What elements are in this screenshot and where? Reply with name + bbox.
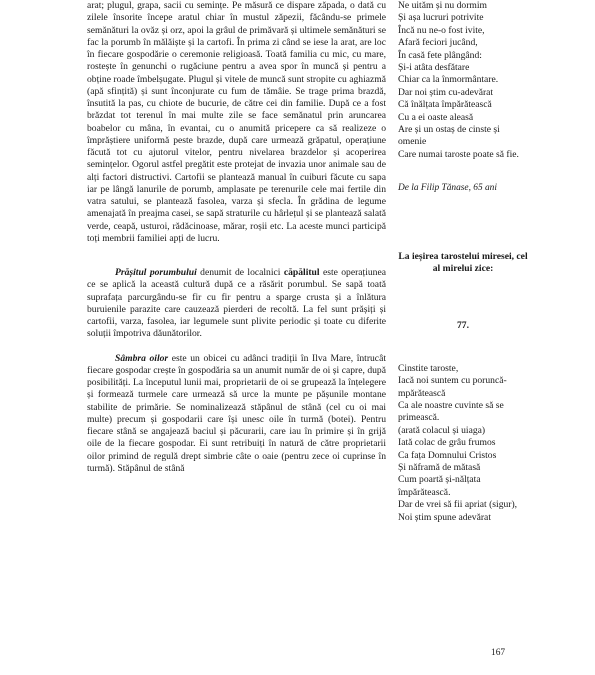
- verse-line: Ne uităm și nu dormim: [398, 0, 487, 11]
- verse-line: Chiar ca la înmormântare.: [398, 74, 499, 86]
- term-capalitul: căpălitul: [283, 267, 320, 278]
- paragraph-sheep: [87, 353, 386, 476]
- term-sambra-oilor: Sâmbra oilor: [115, 352, 169, 364]
- verse-line: Dar noi știm cu-adevărat: [398, 86, 494, 98]
- verse-line: Cum poartă și-nălțata împărătească.: [398, 474, 481, 498]
- verse-line: Are și un ostaș de cinste și omenie: [398, 124, 500, 148]
- song-title: La ieșirea tarostelui miresei, cel al mirelui zice:: [398, 251, 528, 275]
- verse-line: Care numai taroste poate să fie.: [398, 148, 519, 160]
- verse-line: Că înălțata împărătească: [398, 99, 492, 111]
- verse-line: Iată colac de grâu frumos: [398, 437, 496, 449]
- verse-line: Iacă noi suntem cu poruncă-mpărătească: [398, 375, 507, 399]
- verse-line: Ca ale noastre cuvinte să se primească.: [398, 399, 504, 424]
- verse-line: Cu a ei oaste aleasă: [398, 111, 474, 123]
- verse-block-1: [398, 0, 528, 161]
- page-number: 167: [491, 648, 506, 658]
- verse-line: Și-i atâta desfătare: [398, 62, 470, 74]
- verse-line: Ca fața Domnului Cristos: [398, 449, 497, 461]
- verse-line: Și năframă de mătasă: [398, 461, 481, 473]
- paragraph-hoeing-body: este operațiunea ce se aplică la această cultură după ce a răsărit porumbul. Se sapă toată suprafața parcurgându-se fir cu fir pentru a sparge crusta și a înlătura buruienile parazite care cauzează pierderi de recoltă. La fel sunt prășiți și cartofii, varza, fasolea, iar legumele sunt plivite periodic și toate cu diferite soluții împotriva dăunătorilor.: [87, 267, 386, 340]
- verse-line: Și așa lucruri potrivite: [398, 12, 484, 24]
- paragraph-hoeing: [87, 267, 386, 341]
- verse-line: Încă nu ne-o fost ivite,: [398, 24, 485, 36]
- verse-line: Cinstite taroste,: [398, 362, 459, 374]
- paragraph-hoeing-mid: denumit de localnici: [196, 267, 284, 278]
- paragraph-sheep-body: este un obicei cu adânci tradiții în Ilva Mare, întrucât fiecare gospodar crește în gospodăria sa un anumit număr de oi și capre, după posibilități. La începutul lunii mai, proprietarii de oi se grupează la înțelegere și formează turmele care urmează să urce la munte pe pășunile montane stabilite de primărie. Se nominalizează stăpânul de stână (cel cu oi mai multe) precum și gospodarii care își unesc oile în turmă (botei). Pentru fiecare stână se angajează baciul și păcurarii, care iau în primire și în grijă oile de la fiecare gospodar. Ei sunt retribuiți în natură de către proprietarii oilor primind de regulă drept simbrie câte o oaie (pentru zece oi cuprinse în turmă). Stăpânul de stână: [87, 352, 386, 474]
- verse-line: În casă fete plângând:: [398, 49, 482, 61]
- main-text-column: [87, 0, 386, 475]
- verse-line: Dar de vrei să fii apriat (sigur),: [398, 499, 518, 511]
- verse-column: [398, 0, 528, 524]
- term-prasitul: Prășitul porumbului: [115, 267, 197, 278]
- verse-block-2: [398, 363, 528, 524]
- paragraph-plowing: arat; plugul, grapa, sacii cu semințe. Pe măsură ce dispare zăpada, o dată cu zilele însorite începe aratul chiar în mustul zăpezii, făcându-se primele semănături la ovăz și orz, apoi la grâul de primăvară și ultimele semănături se fac la porumb în mălăiște și la cartofi. În prima zi când se iese la arat, are loc în fiecare gospodărie o ceremonie religioasă. Toată familia cu mic, cu mare, rostește în genunchi o rugăciune pentru a avea spor în muncă și pentru a obține roade îmbelșugate. Plugul și vitele de muncă sunt stropite cu aghiazmă (apă sfințită) și sunt înconjurate cu fum de tămâie. Se trage prima brazdă, însutită la pas, cu chiote de bucurie, de către cei din familie. După ce a fost brăzdat tot terenul în mai multe zile se face semănatul prin aruncarea boabelor cu mâna, în evantai, cu o anumită pricepere ca să realizeze o împrăștiere uniformă peste brazde, după care urmează grăpatul, operațiune făcută tot cu ajutorul vitelor, pentru nivelarea brazdelor și acoperirea semințelor. Ogorul astfel pregătit este protejat de invazia unor animale sau de alți factori distructivi. Cartofii se plantează manual în cuiburi făcute cu sapa iar pe lângă lanurile de porumb, amplasate pe terenurile cele mai fertile din vatra satului, se plantează fasolea, varza și sfecla. În grădina de legume amenajată în preajma casei, se sapă straturile cu hârlețul și se plantează salată verde, ceapă, usturoi, rădăcinoase, mărar, roșii etc. La aceste munci participă toți membrii familiei apți de lucru.: [87, 0, 386, 244]
- verse-line: (arată colacul și uiaga): [398, 424, 486, 436]
- source-attribution: De la Filip Tănase, 65 ani: [398, 183, 497, 194]
- verse-line: Noi știm spune adevărat: [398, 511, 491, 523]
- song-number: 77.: [457, 319, 469, 331]
- verse-line: Afară feciori jucând,: [398, 37, 478, 49]
